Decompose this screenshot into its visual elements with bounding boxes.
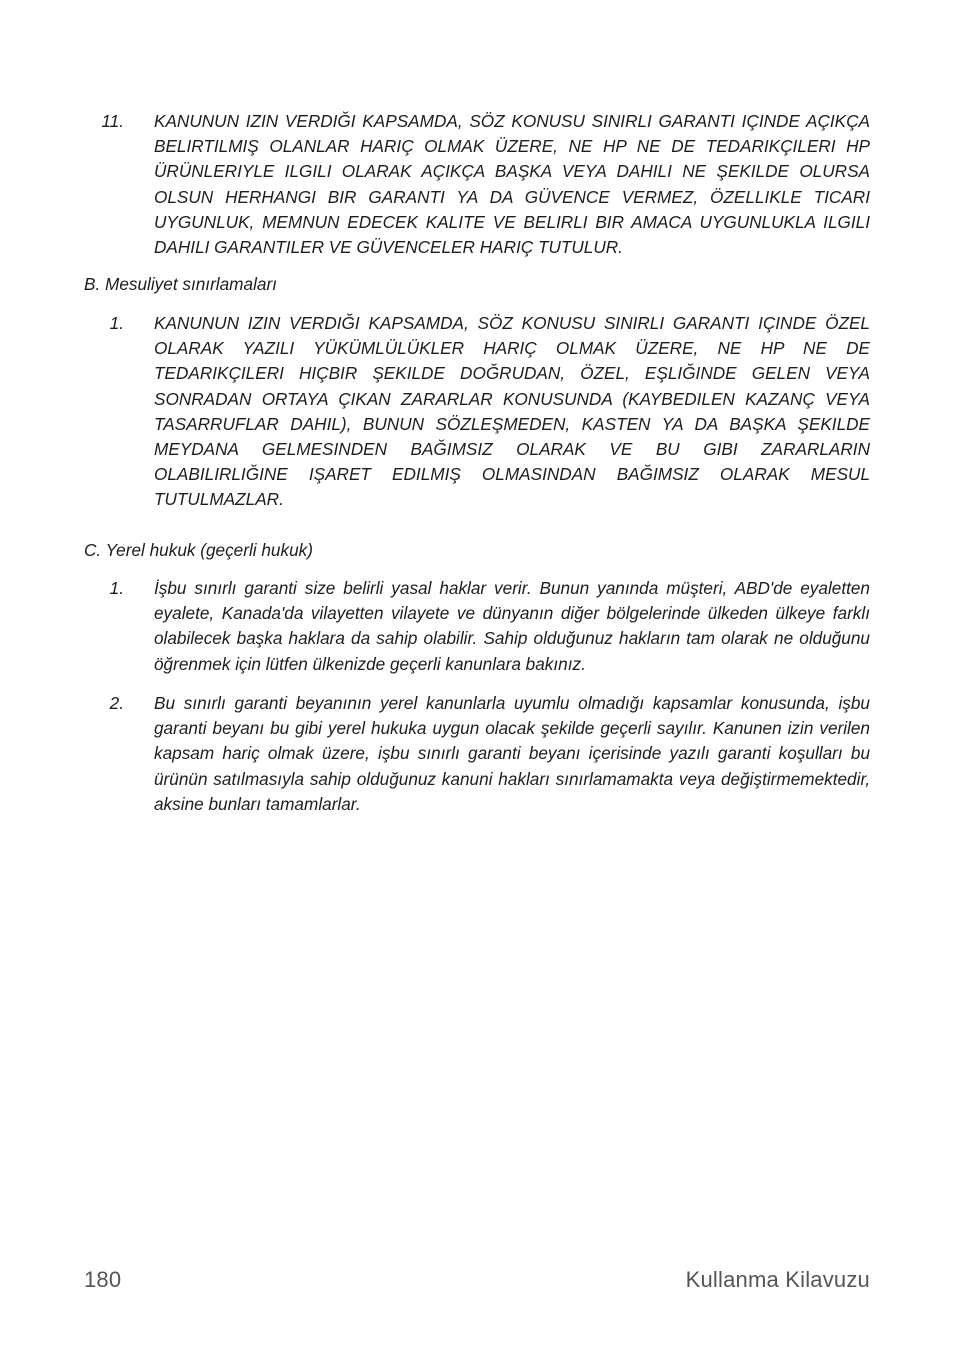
document-title: Kullanma Kilavuzu [685,1267,870,1292]
item-text: İşbu sınırlı garanti size belirli yasal haklar verir. Bunun yanında müşteri, ABD'de eyaletten eyalete, Kanada'da vilayetten vilayete ve dünyanın diğer bölgelerinde ülkeden ülkeye farklı olabilecek başka haklara da sahip olabilir. Sahip olduğunuz hakların tam olarak ne olduğunu öğrenmek için lütfen ülkenizde geçerli kanunlara bakınız. [154,578,870,674]
item-number: 11. [101,111,124,131]
item-number: 1. [109,578,124,598]
item-number: 1. [109,313,124,333]
warranty-item-11 [84,109,870,260]
section-heading-b: B. Mesuliyet sınırlamaları [84,274,277,294]
page-number: 180 [84,1267,122,1292]
local-law-item-2 [84,691,870,817]
section-heading-c: C. Yerel hukuk (geçerli hukuk) [84,540,313,560]
item-number: 2. [109,693,124,713]
item-text: KANUNUN IZIN VERDIĞI KAPSAMDA, SÖZ KONUSU SINIRLI GARANTI IÇINDE ÖZEL OLARAK YAZILI YÜKÜMLÜLÜKLER HARIÇ OLMAK ÜZERE, NE HP NE DE TEDARIKÇILERI HIÇBIR ŞEKILDE DOĞRUDAN, ÖZEL, EŞLIĞINDE GELEN VEYA SONRADAN ORTAYA ÇIKAN ZARARLAR KONUSUNDA (KAYBEDILEN KAZANÇ VEYA TASARRUFLAR DAHIL), BUNUN SÖZLEŞMEDEN, KASTEN YA DA BAŞKA ŞEKILDE MEYDANA GELMESINDEN BAĞIMSIZ OLARAK VE BU GIBI ZARARLARIN OLABILIRLIĞINE IŞARET EDILMIŞ OLMASINDAN BAĞIMSIZ OLARAK MESUL TUTULMAZLAR. [154,313,870,510]
local-law-item-1 [84,576,870,677]
liability-item-1 [84,311,870,513]
item-text: KANUNUN IZIN VERDIĞI KAPSAMDA, SÖZ KONUSU SINIRLI GARANTI IÇINDE AÇIKÇA BELIRTILMIŞ OLANLAR HARIÇ OLMAK ÜZERE, NE HP NE DE TEDARIKÇILERI HP ÜRÜNLERIYLE ILGILI OLARAK AÇIKÇA BAŞKA VEYA DAHILI NE ŞEKILDE OLURSA OLSUN HERHANGI BIR GARANTI YA DA GÜVENCE VERMEZ, ÖZELLIKLE TICARI UYGUNLUK, MEMNUN EDECEK KALITE VE BELIRLI BIR AMACA UYGUNLUKLA ILGILI DAHILI GARANTILER VE GÜVENCELER HARIÇ TUTULUR. [154,111,870,258]
item-text: Bu sınırlı garanti beyanının yerel kanunlarla uyumlu olmadığı kapsamlar konusunda, işbu garanti beyanı bu gibi yerel hukuka uygun olacak şekilde geçerli sayılır. Kanunen izin verilen kapsam hariç olmak üzere, işbu sınırlı garanti beyanı içerisinde yazılı garanti koşulları bu ürünün satılmasıyla sahip olduğunuz kanuni hakları sınırlamamakta veya değiştirmemektedir, aksine bunları tamamlarlar. [154,693,870,814]
